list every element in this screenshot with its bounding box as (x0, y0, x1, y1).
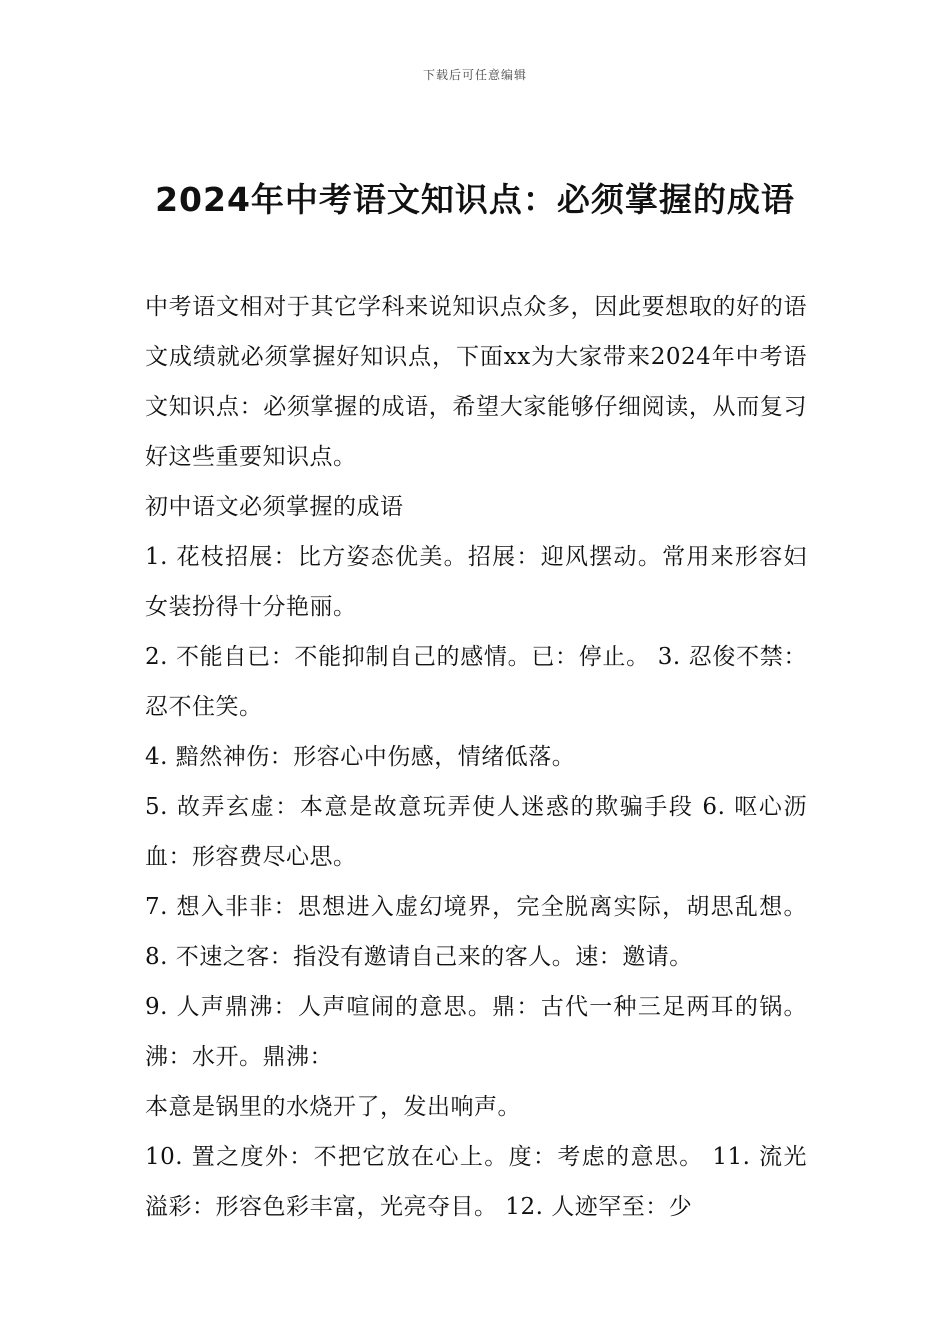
idiom-entry: 5. 故弄玄虚：本意是故意玩弄使人迷惑的欺骗手段 6. 呕心沥血：形容费尽心思。 (145, 794, 807, 870)
page-header-note: 下载后可任意编辑 (422, 68, 527, 82)
section-heading: 初中语文必须掌握的成语 (145, 494, 404, 520)
document-body (145, 282, 807, 1232)
idiom-entry: 2. 不能自已：不能抑制自己的感情。已：停止。 3. 忍俊不禁：忍不住笑。 (145, 644, 807, 720)
document-title: 2024年中考语文知识点：必须掌握的成语 (155, 180, 795, 219)
idiom-entry: 4. 黯然神伤：形容心中伤感，情绪低落。 (145, 744, 576, 770)
idiom-entry: 1. 花枝招展：比方姿态优美。招展：迎风摆动。常用来形容妇女装扮得十分艳丽。 (145, 544, 807, 620)
idiom-entry: 10. 置之度外：不把它放在心上。度：考虑的意思。 11. 流光溢彩：形容色彩丰富，光亮夺目。 12. 人迹罕至：少 (145, 1144, 807, 1220)
idiom-entry-continuation: 本意是锅里的水烧开了，发出响声。 (145, 1094, 521, 1120)
intro-paragraph: 中考语文相对于其它学科来说知识点众多，因此要想取的好的语文成绩就必须掌握好知识点，下面xx为大家带来2024年中考语文知识点：必须掌握的成语，希望大家能够仔细阅读，从而复习好这些重要知识点。 (145, 294, 807, 470)
idiom-entry: 9. 人声鼎沸：人声喧闹的意思。鼎：古代一种三足两耳的锅。沸：水开。鼎沸： (145, 994, 807, 1070)
idiom-entry: 7. 想入非非：思想进入虚幻境界，完全脱离实际，胡思乱想。 8. 不速之客：指没有邀请自己来的客人。速：邀请。 (145, 894, 807, 970)
